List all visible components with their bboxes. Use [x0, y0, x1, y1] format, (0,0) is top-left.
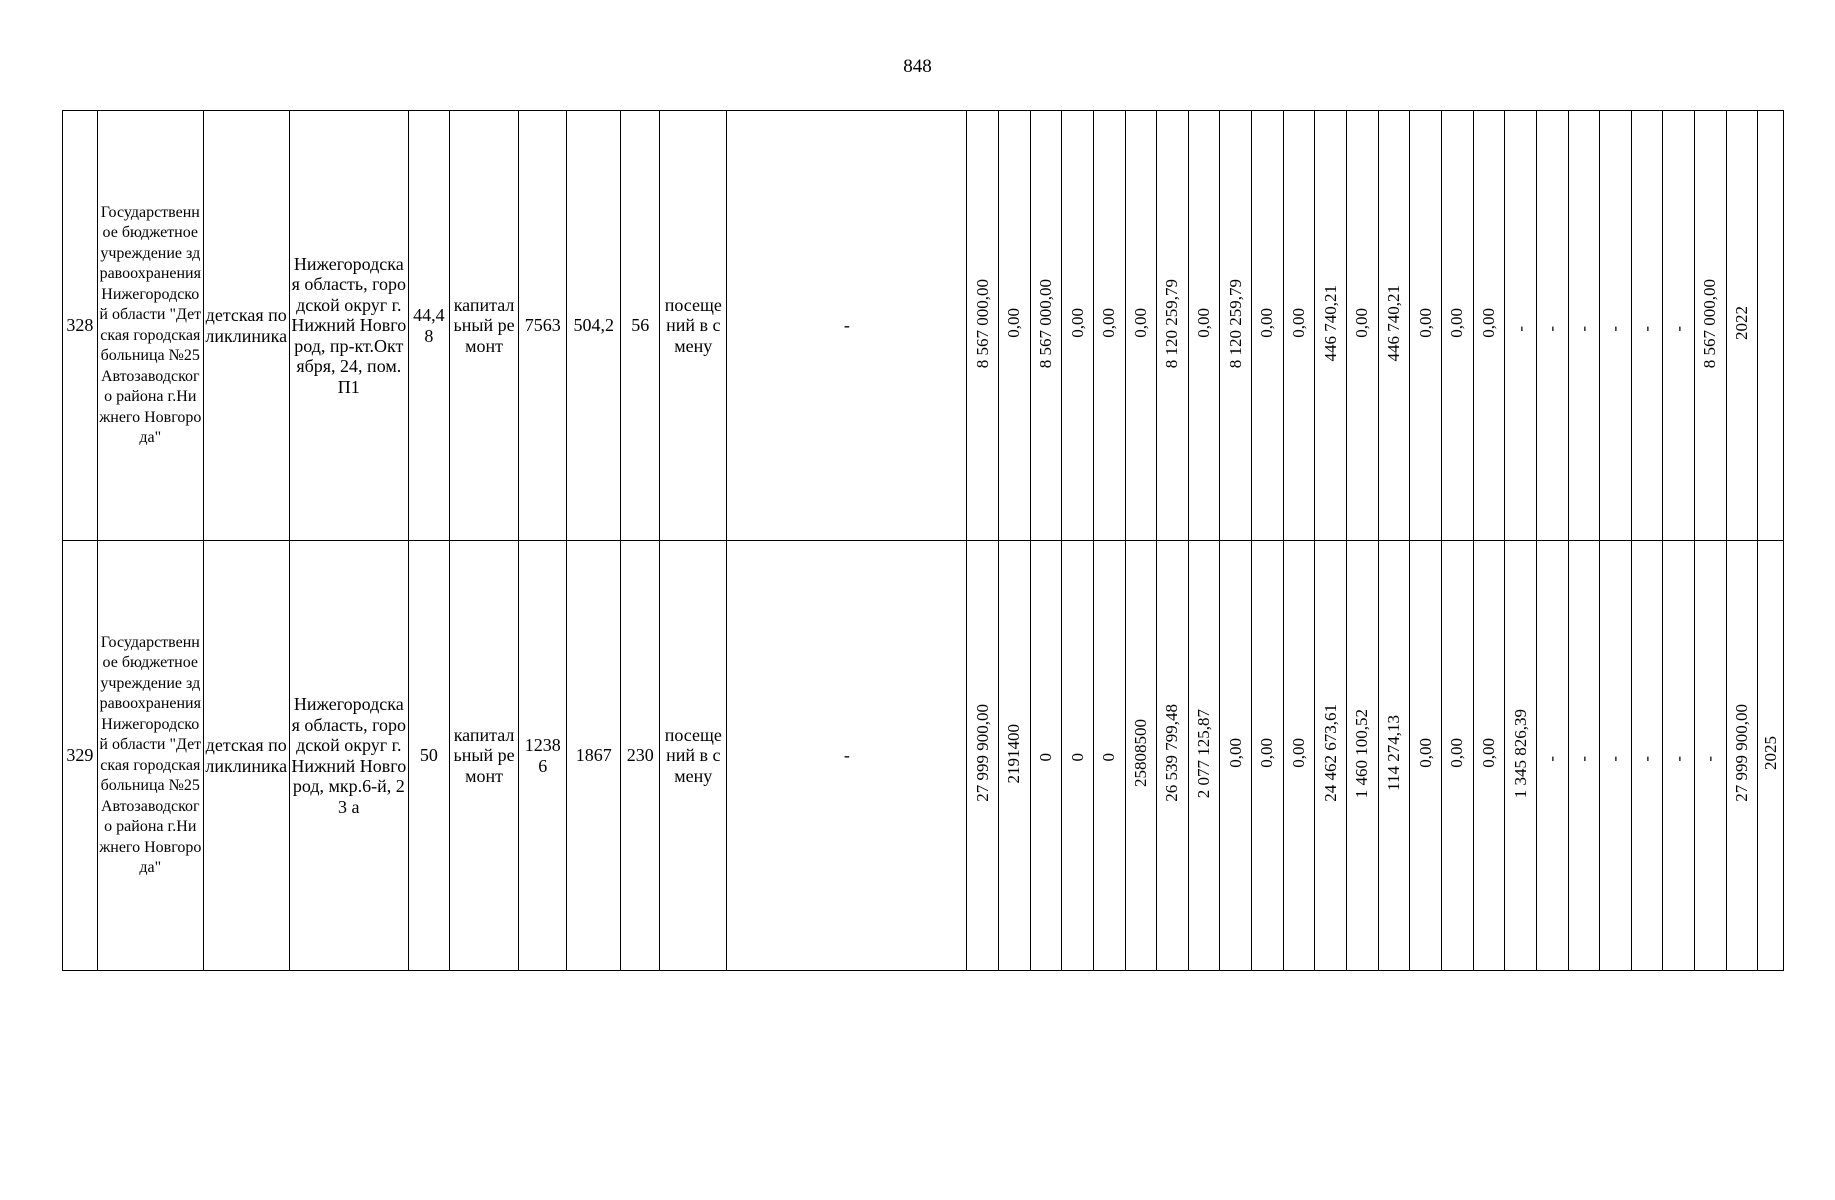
amount-value: 0,00 [1257, 738, 1277, 769]
amount-value: 0,00 [1478, 738, 1498, 769]
object-type-cell [203, 111, 289, 541]
amount-cell [1631, 541, 1663, 971]
amount-cell [1695, 111, 1727, 541]
amount-value: 0,00 [1289, 738, 1309, 769]
amount-cell [1726, 541, 1758, 971]
amount-cell [1157, 111, 1189, 541]
amount-cell [1093, 111, 1125, 541]
amount-value: 26 539 799,48 [1162, 704, 1182, 803]
amount-cell [1695, 541, 1727, 971]
amount-value: 27 999 900,00 [1732, 704, 1752, 803]
amount-value: 0,00 [1415, 738, 1435, 769]
value-a-cell [409, 541, 450, 971]
row-number-cell [63, 541, 98, 971]
amount-cell [998, 111, 1030, 541]
amount-value: 2022 [1732, 306, 1752, 341]
table-row [63, 541, 1784, 971]
amount-value: - [1637, 325, 1657, 332]
address-cell-text: Нижегородская область, городской округ г. Нижний Новгород, мкр.6-й, 23 а [291, 694, 407, 817]
work-type-cell [449, 541, 518, 971]
amount-value: 8 120 259,79 [1162, 278, 1182, 368]
organization-cell [97, 111, 203, 541]
amount-cell [1505, 541, 1537, 971]
amount-cell [1536, 111, 1568, 541]
unit-cell-text: посещений в смену [664, 294, 722, 356]
note-cell-text: - [843, 315, 850, 336]
amount-cell [1568, 541, 1600, 971]
value-c-cell-text: 1867 [575, 745, 612, 766]
value-c-cell-text: 504,2 [573, 315, 615, 336]
amount-cell [1125, 111, 1157, 541]
amount-value: 8 567 000,00 [1035, 278, 1055, 368]
amount-value: 0,00 [1447, 738, 1467, 769]
amount-cell [1600, 111, 1632, 541]
amount-cell [998, 541, 1030, 971]
organization-cell-text: Государственное бюджетное учреждение здравоохранения Нижегородской области "Детская городская больница №25 Автозаводского района г.Нижнего Новгорода" [99, 203, 202, 446]
amount-value: - [1510, 325, 1530, 332]
amount-value: - [1573, 325, 1593, 332]
amount-value: 0,00 [1352, 308, 1372, 339]
unit-cell-text: посещений в смену [664, 724, 722, 786]
value-a-cell-text: 50 [419, 745, 438, 766]
row-number-cell-text: 329 [66, 745, 94, 766]
amount-cell [1726, 111, 1758, 541]
value-d-cell-text: 56 [631, 315, 650, 336]
page-number: 848 [903, 56, 932, 77]
amount-value: - [1605, 325, 1625, 332]
amount-value: 0 [1099, 752, 1119, 762]
amount-cell [1568, 111, 1600, 541]
amount-cell [1188, 111, 1220, 541]
amount-cell [1347, 111, 1379, 541]
amount-value: - [1637, 755, 1657, 762]
amount-cell [1663, 541, 1695, 971]
amount-value: 2 077 125,87 [1194, 708, 1214, 798]
value-c-cell [567, 111, 621, 541]
amount-cell [1062, 111, 1094, 541]
amount-value: 8 120 259,79 [1225, 278, 1245, 368]
amount-value: 0,00 [1478, 308, 1498, 339]
amount-value: 8 567 000,00 [1700, 278, 1720, 368]
unit-cell [660, 541, 727, 971]
amount-cell [1062, 541, 1094, 971]
amount-value: 0,00 [1447, 308, 1467, 339]
address-cell [289, 541, 408, 971]
amount-value: 114 274,13 [1383, 715, 1403, 792]
amount-cell [1093, 541, 1125, 971]
amount-cell [1536, 541, 1568, 971]
amount-cell [1600, 541, 1632, 971]
amount-cell [1473, 111, 1505, 541]
note-cell [727, 111, 967, 541]
amount-cell [1441, 111, 1473, 541]
value-a-cell [409, 111, 450, 541]
amount-value: 0 [1067, 752, 1087, 762]
amount-value: 1 460 100,52 [1352, 708, 1372, 798]
value-b-cell [519, 541, 567, 971]
amount-cell [1663, 111, 1695, 541]
amount-cell [1220, 541, 1252, 971]
work-type-cell [449, 111, 518, 541]
amount-cell [1125, 541, 1157, 971]
amount-value: 2191400 [1004, 723, 1024, 783]
amount-cell [1758, 541, 1784, 971]
value-c-cell [567, 541, 621, 971]
work-type-cell-text: капитальный ремонт [453, 724, 515, 786]
object-type-cell-text: детская поликлиника [205, 735, 288, 776]
amount-value: 0,00 [1067, 308, 1087, 339]
value-b-cell-text: 12386 [524, 735, 561, 776]
amount-cell [1252, 111, 1284, 541]
value-b-cell-text: 7563 [524, 315, 561, 336]
amount-cell [1505, 111, 1537, 541]
amount-cell [1252, 541, 1284, 971]
amount-cell [1157, 541, 1189, 971]
amount-cell [1758, 111, 1784, 541]
amount-value: 27 999 900,00 [972, 704, 992, 803]
amount-value: 2025 [1760, 736, 1780, 771]
amount-value: - [1668, 755, 1688, 762]
amount-cell [967, 541, 999, 971]
amount-cell [1441, 541, 1473, 971]
amount-cell [1030, 111, 1062, 541]
amount-cell [1315, 541, 1347, 971]
amount-value: 0 [1035, 752, 1055, 762]
amount-value: 0,00 [1289, 308, 1309, 339]
amount-value: 0,00 [1415, 308, 1435, 339]
object-type-cell [203, 541, 289, 971]
amount-value: - [1668, 325, 1688, 332]
row-number-cell [63, 111, 98, 541]
value-a-cell-text: 44,48 [413, 305, 445, 346]
address-cell [289, 111, 408, 541]
amount-value: 0,00 [1194, 308, 1214, 339]
object-type-cell-text: детская поликлиника [205, 305, 288, 346]
amount-cell [1283, 541, 1315, 971]
amount-cell [1410, 541, 1442, 971]
value-b-cell [519, 111, 567, 541]
work-type-cell-text: капитальный ремонт [453, 294, 515, 356]
amount-cell [1410, 111, 1442, 541]
note-cell-text: - [843, 745, 850, 766]
amount-value: - [1542, 325, 1562, 332]
amount-value: 24 462 673,61 [1320, 704, 1340, 803]
amount-cell [1030, 541, 1062, 971]
unit-cell [660, 111, 727, 541]
amount-value: - [1700, 755, 1720, 762]
amount-value: 25808500 [1130, 719, 1150, 788]
value-d-cell [621, 541, 660, 971]
amount-value: - [1605, 755, 1625, 762]
row-number-cell-text: 328 [66, 315, 94, 336]
amount-cell [1378, 541, 1410, 971]
amount-cell [1473, 541, 1505, 971]
value-d-cell-text: 230 [626, 745, 654, 766]
amount-value: - [1573, 755, 1593, 762]
amount-cell [1188, 541, 1220, 971]
address-cell-text: Нижегородская область, городской округ г. Нижний Новгород, пр-кт.Октября, 24, пом.П1 [291, 253, 407, 397]
amount-cell [1220, 111, 1252, 541]
value-d-cell [621, 111, 660, 541]
amount-cell [1347, 541, 1379, 971]
amount-value: 446 740,21 [1320, 285, 1340, 362]
amount-value: 0,00 [1225, 738, 1245, 769]
amount-value: 446 740,21 [1383, 285, 1403, 362]
amount-value: 0,00 [1257, 308, 1277, 339]
organization-cell-text: Государственное бюджетное учреждение здравоохранения Нижегородской области "Детская городская больница №25 Автозаводского района г.Нижнего Новгорода" [99, 633, 202, 876]
amount-value: 1 345 826,39 [1510, 708, 1530, 798]
organization-cell [97, 541, 203, 971]
amount-cell [1631, 111, 1663, 541]
amount-cell [1315, 111, 1347, 541]
amount-cell [1378, 111, 1410, 541]
amount-value: - [1542, 755, 1562, 762]
note-cell [727, 541, 967, 971]
amount-value: 0,00 [1004, 308, 1024, 339]
table-row [63, 111, 1784, 541]
amount-value: 0,00 [1130, 308, 1150, 339]
amount-cell [967, 111, 999, 541]
amount-value: 8 567 000,00 [972, 278, 992, 368]
register-table [62, 110, 1784, 971]
amount-cell [1283, 111, 1315, 541]
amount-value: 0,00 [1099, 308, 1119, 339]
